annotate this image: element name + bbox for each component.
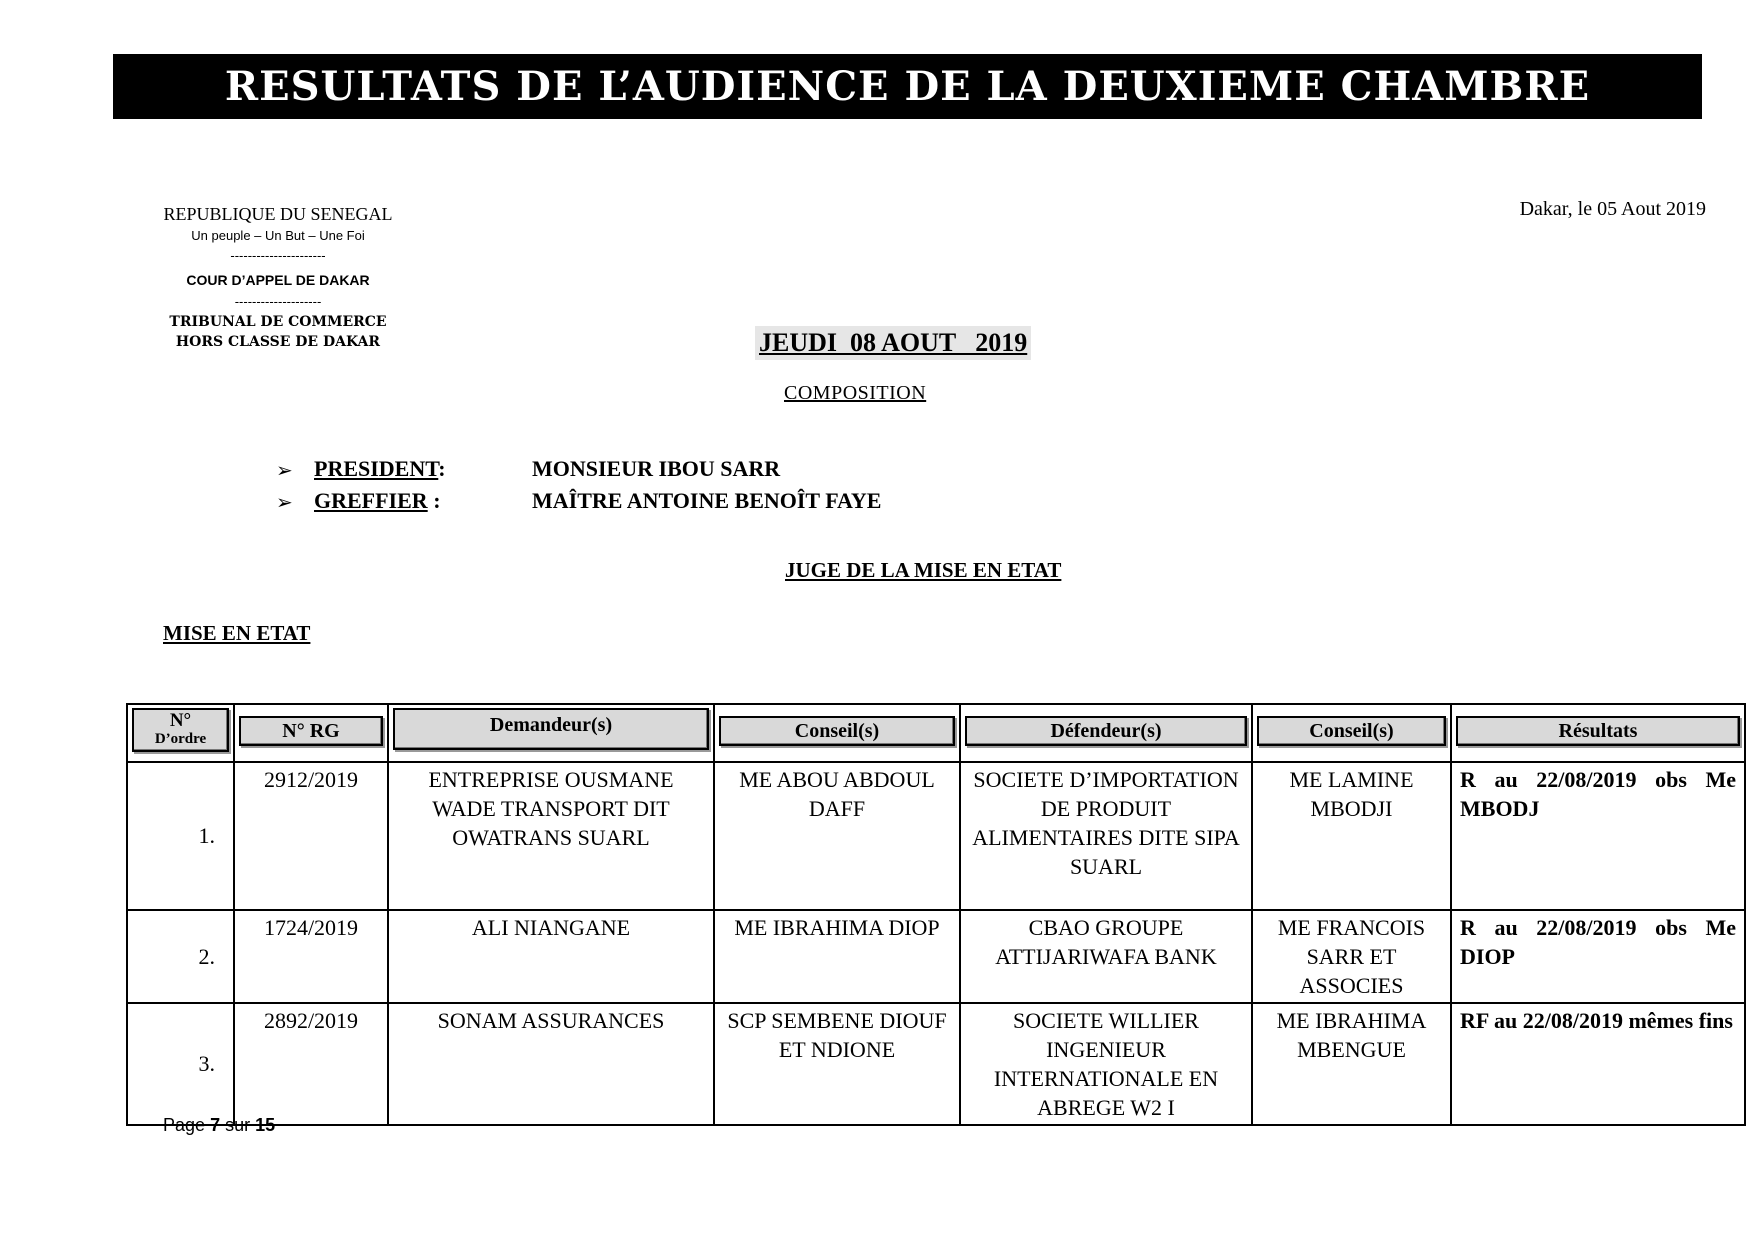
rg-number: 1724/2019 [234, 910, 388, 1003]
demandeur-cell: ALI NIANGANE [388, 910, 714, 1003]
republic-name: REPUBLIQUE DU SENEGAL [163, 204, 393, 224]
order-number: 3. [127, 1003, 234, 1125]
table-row [127, 1003, 1745, 1125]
page-word: Page [163, 1115, 206, 1135]
section-title: MISE EN ETAT [163, 621, 311, 645]
header-divider: ---------------------- [230, 248, 326, 263]
order-number: 2. [127, 910, 234, 1003]
order-number: 1. [127, 762, 234, 910]
page-footer [163, 1115, 275, 1136]
rg-number: 2892/2019 [234, 1003, 388, 1125]
conseil-cell: ME FRANCOIS SARR ET ASSOCIES [1252, 910, 1451, 1003]
resultat-cell: R au 22/08/2019 obs Me MBODJ [1451, 762, 1745, 910]
page-total: 15 [255, 1115, 276, 1135]
conseil-cell: SCP SEMBENE DIOUF ET NDIONE [714, 1003, 960, 1125]
composition-label: COMPOSITION [784, 382, 927, 404]
conseil-cell: ME IBRAHIMA DIOP [714, 910, 960, 1003]
page-current: 7 [210, 1115, 221, 1135]
header-cell-ordre: N° D’ordre [127, 704, 234, 762]
conseil-cell: ME ABOU ABDOUL DAFF [714, 762, 960, 910]
cases-table [126, 703, 1744, 1126]
national-motto: Un peuple – Un But – Une Foi [191, 228, 365, 243]
arrow-bullet-icon: ➢ [276, 492, 293, 514]
defendeur-cell: CBAO GROUPE ATTIJARIWAFA BANK [960, 910, 1252, 1003]
defendeur-cell: SOCIETE WILLIER INGENIEUR INTERNATIONALE EN ABREGE W2 I [960, 1003, 1252, 1125]
arrow-bullet-icon: ➢ [276, 460, 293, 482]
header-cell-demandeur: Demandeur(s) [388, 704, 714, 762]
demandeur-cell: SONAM ASSURANCES [388, 1003, 714, 1125]
court-name: COUR D’APPEL DE DAKAR [186, 272, 370, 288]
header-cell-defendeur: Défendeur(s) [960, 704, 1252, 762]
table-header-row [127, 704, 1745, 762]
demandeur-cell: ENTREPRISE OUSMANE WADE TRANSPORT DIT OWATRANS SUARL [388, 762, 714, 910]
document-date: Dakar, le 05 Aout 2019 [1519, 198, 1706, 220]
tribunal-name-line2: HORS CLASSE DE DAKAR [175, 334, 381, 350]
header-cell-conseil: Conseil(s) [1252, 704, 1451, 762]
conseil-cell: ME IBRAHIMA MBENGUE [1252, 1003, 1451, 1125]
resultat-cell: R au 22/08/2019 obs Me DIOP [1451, 910, 1745, 1003]
header-cell-rg: N° RG [234, 704, 388, 762]
of-word: sur [225, 1115, 251, 1135]
member-role: PRESIDENT: [314, 456, 446, 481]
resultat-cell: RF au 22/08/2019 mêmes fins [1451, 1003, 1745, 1125]
member-name: MAÎTRE ANTOINE BENOÎT FAYE [532, 488, 882, 513]
rg-number: 2912/2019 [234, 762, 388, 910]
header-cell-conseil: Conseil(s) [714, 704, 960, 762]
member-name: MONSIEUR IBOU SARR [532, 456, 781, 481]
header-cell-resultats: Résultats [1451, 704, 1745, 762]
conseil-cell: ME LAMINE MBODJI [1252, 762, 1451, 910]
member-role: GREFFIER : [314, 488, 441, 513]
header-divider: -------------------- [234, 294, 322, 309]
hearing-date: JEUDI 08 AOUT 2019 [755, 326, 1031, 360]
table-row [127, 762, 1745, 910]
banner-title: RESULTATS DE L’AUDIENCE DE LA DEUXIEME CHAMBRE [224, 63, 1591, 110]
tribunal-name-line1: TRIBUNAL DE COMMERCE [169, 314, 387, 330]
defendeur-cell: SOCIETE D’IMPORTATION DE PRODUIT ALIMENTAIRES DITE SIPA SUARL [960, 762, 1252, 910]
table-row [127, 910, 1745, 1003]
judge-title: JUGE DE LA MISE EN ETAT [785, 558, 1062, 582]
